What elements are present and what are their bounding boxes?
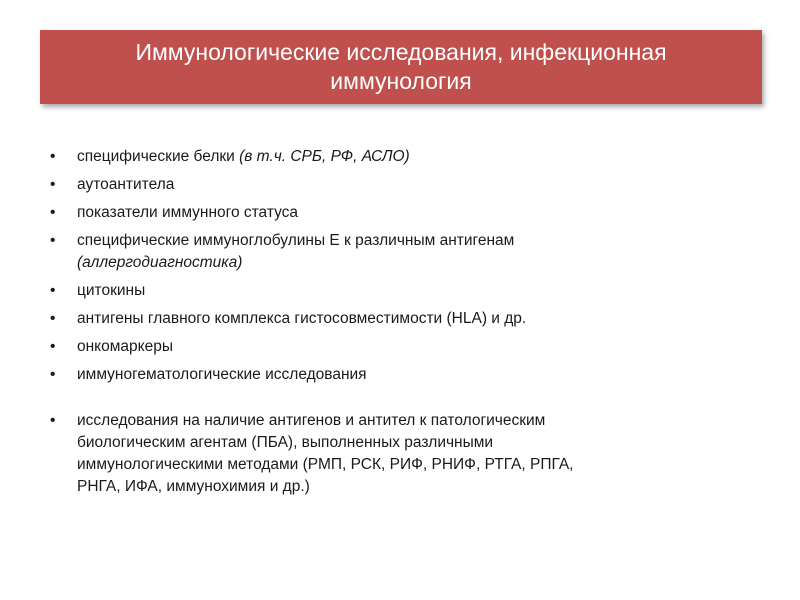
list-item-text: онкомаркеры	[77, 338, 173, 355]
slide-title-line-2: иммунология	[330, 68, 472, 94]
list-item	[45, 230, 725, 274]
bullet-icon: •	[50, 310, 56, 327]
bullet-icon: •	[50, 366, 56, 383]
list-item-text: цитокины	[77, 282, 146, 299]
list-item-text: иммуногематологические исследования	[77, 366, 367, 383]
bullet-icon: •	[50, 412, 56, 429]
bullet-icon: •	[50, 282, 56, 299]
title-banner	[40, 30, 762, 104]
list-item	[45, 146, 725, 168]
bullet-list	[45, 146, 725, 504]
list-item-text: специфические белки	[77, 148, 240, 165]
bullet-icon: •	[50, 338, 56, 355]
list-item-text: антигены главного комплекса гистосовместимости (HLA) и др.	[77, 310, 527, 327]
list-item	[45, 364, 725, 386]
list-item	[45, 174, 725, 196]
slide-title-line-1: Иммунологические исследования, инфекционная	[135, 39, 667, 65]
list-item-text: аутоантитела	[77, 176, 175, 193]
list-item-text-line: РНГА, ИФА, иммунохимия и др.)	[77, 478, 310, 495]
list-item-text-line: исследования на наличие антигенов и антител к патологическим	[77, 412, 546, 429]
list-item-text-line: биологическим агентам (ПБА), выполненных различными	[77, 434, 494, 451]
list-item	[45, 410, 725, 498]
bullet-icon: •	[50, 148, 56, 165]
bullet-icon: •	[50, 232, 56, 249]
list-item-italic: (в т.ч. СРБ, РФ, АСЛО)	[239, 148, 410, 165]
list-item-text-line: иммунологическими методами (РМП, РСК, РИФ, РНИФ, РТГА, РПГА,	[77, 456, 574, 473]
list-item	[45, 280, 725, 302]
list-item	[45, 202, 725, 224]
list-item-text: специфические иммуноглобулины Е к различным антигенам	[77, 232, 515, 249]
bullet-icon: •	[50, 204, 56, 221]
bullet-icon: •	[50, 176, 56, 193]
list-item-text: показатели иммунного статуса	[77, 204, 299, 221]
list-item-italic: (аллергодиагностика)	[77, 254, 243, 271]
list-item	[45, 308, 725, 330]
list-item	[45, 336, 725, 358]
